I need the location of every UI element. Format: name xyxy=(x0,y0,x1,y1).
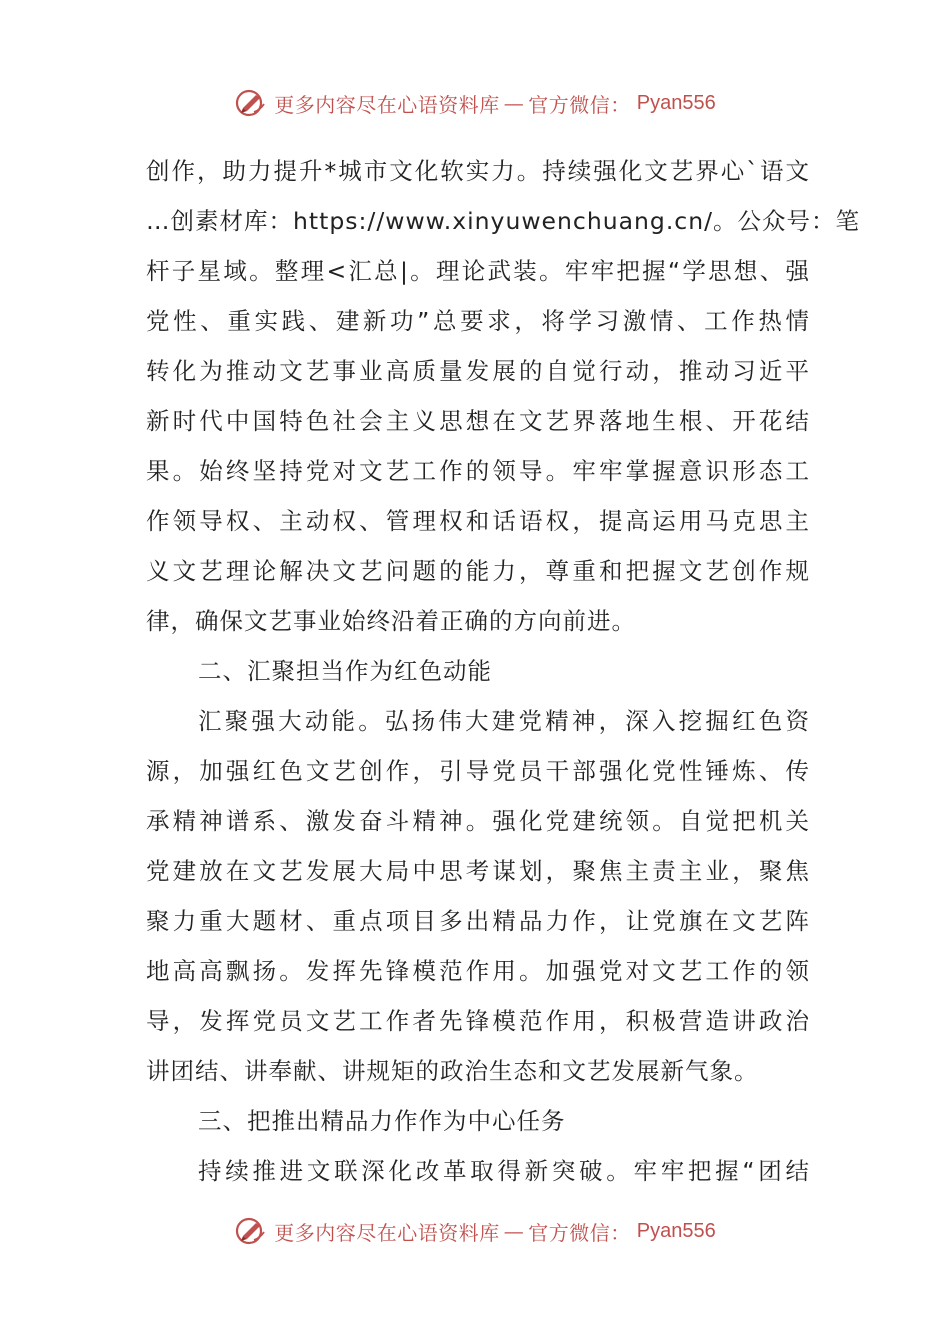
text-line: 杆子星域。整理<汇总|。理论武装。牢牢把握“学思想、强 xyxy=(146,257,810,285)
text-line: 转化为推动文艺事业高质量发展的自觉行动，推动习近平 xyxy=(146,357,810,385)
text-line: 律，确保文艺事业始终沿着正确的方向前进。 xyxy=(146,607,636,635)
text-line: 地高高飘扬。发挥先锋模范作用。加强党对文艺工作的领 xyxy=(146,957,810,985)
text-line: …创素材库：https://www.xinyuwenchuang.cn/。公众号：笔 xyxy=(146,207,861,235)
watermark-text: 更多内容尽在心语资料库 xyxy=(274,92,500,117)
section-heading: 三、把推出精品力作作为中心任务 xyxy=(198,1107,566,1135)
pen-logo-icon xyxy=(234,86,268,120)
text-line: 源，加强红色文艺创作，引导党员干部强化党性锤炼、传 xyxy=(146,757,810,785)
watermark-dash: — xyxy=(503,91,525,115)
footer-watermark xyxy=(0,1214,950,1248)
header-watermark xyxy=(0,86,950,120)
watermark-label: 官方微信： xyxy=(528,92,631,117)
watermark-text: 更多内容尽在心语资料库 xyxy=(274,1220,500,1245)
text-line: 作领导权、主动权、管理权和话语权，提高运用马克思主 xyxy=(146,507,810,535)
text-line: 义文艺理论解决文艺问题的能力，尊重和把握文艺创作规 xyxy=(146,557,810,585)
text-line: 党建放在文艺发展大局中思考谋划，聚焦主责主业，聚焦 xyxy=(146,857,810,885)
watermark-id: Pyan556 xyxy=(636,91,716,114)
text-line: 讲团结、讲奉献、讲规矩的政治生态和文艺发展新气象。 xyxy=(146,1057,759,1085)
section-heading: 二、汇聚担当作为红色动能 xyxy=(198,657,492,685)
document-body xyxy=(146,146,861,1196)
text-line: 承精神谱系、激发奋斗精神。强化党建统领。自觉把机关 xyxy=(146,807,810,835)
watermark-dash: — xyxy=(503,1219,525,1243)
text-line: 果。始终坚持党对文艺工作的领导。牢牢掌握意识形态工 xyxy=(146,457,810,485)
text-line: 持续推进文联深化改革取得新突破。牢牢把握“团结 xyxy=(198,1157,810,1185)
text-line: 党性、重实践、建新功”总要求，将学习激情、工作热情 xyxy=(146,307,810,335)
text-line: 导，发挥党员文艺工作者先锋模范作用，积极营造讲政治 xyxy=(146,1007,810,1035)
text-line: 创作，助力提升*城市文化软实力。持续强化文艺界心`语文 xyxy=(146,157,810,185)
text-line: 聚力重大题材、重点项目多出精品力作，让党旗在文艺阵 xyxy=(146,907,810,935)
watermark-id: Pyan556 xyxy=(636,1219,716,1242)
text-line: 新时代中国特色社会主义思想在文艺界落地生根、开花结 xyxy=(146,407,810,435)
watermark-label: 官方微信： xyxy=(528,1220,631,1245)
pen-logo-icon xyxy=(234,1214,268,1248)
text-line: 汇聚强大动能。弘扬伟大建党精神，深入挖掘红色资 xyxy=(198,707,810,735)
